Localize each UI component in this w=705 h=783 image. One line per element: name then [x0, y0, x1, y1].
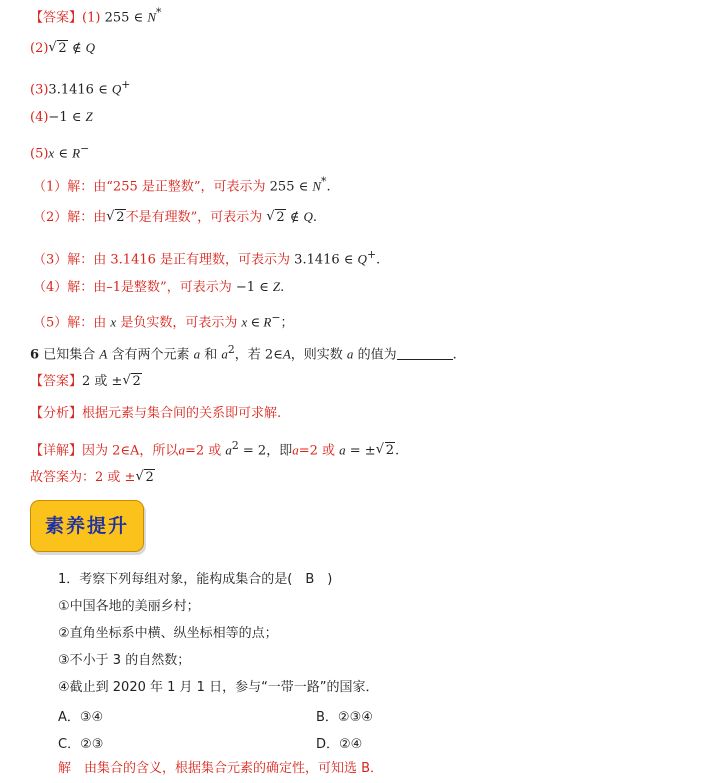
- option-b: B．②③④: [316, 710, 373, 725]
- q6-detail: 【详解】因为 2∈A，所以a=2 或 $a^2 = 2$，即a=2 或 a = ±√ 2.: [30, 437, 399, 460]
- answer-blank: [397, 347, 453, 360]
- sqrt-symbol: √ 2: [376, 442, 395, 460]
- solution-line-5: （5）解：由 x 是负实数，可表示为 x ∈ R−；: [33, 311, 294, 331]
- section-badge: [30, 500, 144, 552]
- sqrt-symbol: √ 2: [266, 209, 285, 227]
- question-1-solution: 解 由集合的含义，根据集合元素的确定性，可知选 B．: [58, 761, 384, 776]
- question-1-item: ③不小于 3 的自然数；: [58, 653, 191, 668]
- answer-tag: 【答案】: [30, 10, 83, 26]
- q6-analysis: 【分析】根据元素与集合间的关系即可求解.: [30, 406, 282, 421]
- solution-line-2: （2）解：由√ 2不是有理数”，可表示为 √ 2 ∉ Q.: [33, 208, 317, 227]
- question-1-item: ④截止到 2020 年 1 月 1 日，参与“一带一路”的国家．: [58, 680, 379, 695]
- sqrt-symbol: √ 2: [135, 469, 154, 487]
- question-1-stem: 1．考察下列每组对象，能构成集合的是( B ): [58, 572, 333, 587]
- section-badge-label: 素养提升: [44, 515, 129, 537]
- solution-line-1: （1）解：由“255 是正整数”，可表示为 255 ∈ N*.: [33, 175, 331, 195]
- option-a: A．③④: [58, 710, 104, 725]
- sqrt-symbol: √ 2: [106, 209, 125, 227]
- option-d: D．②④: [316, 737, 363, 752]
- answer-line-4: (4)−1 ∈ Z: [30, 109, 93, 125]
- q6-answer: 【答案】2 或 ±√ 2: [30, 373, 142, 391]
- sqrt-symbol: √ 2: [48, 40, 67, 58]
- question-1-item: ②直角坐标系中横、纵坐标相等的点；: [58, 626, 278, 641]
- question-1-item: ①中国各地的美丽乡村；: [58, 599, 200, 614]
- answer-line-3: (3)3.1416 ∈ Q+: [30, 78, 131, 98]
- answer-line-5: (5)x ∈ R−: [30, 142, 90, 162]
- answer-line-2: (2)√ 2 ∉ Q: [30, 39, 95, 58]
- option-c: C．②③: [58, 737, 104, 752]
- q6-final: 故答案为：2 或 ±√ 2: [30, 469, 155, 487]
- sqrt-symbol: √ 2: [122, 373, 141, 391]
- question-6: 6 已知集合 A 含有两个元素 a 和 $a^2$，若 2∈A，则实数 a 的值为 .: [30, 343, 457, 363]
- answer-line-1: 【答案】(1) 255 ∈ N*: [30, 6, 162, 26]
- solution-line-4: （4）解：由–1是整数”，可表示为 −1 ∈ Z.: [33, 279, 285, 295]
- solution-line-3: （3）解：由 3.1416 是正有理数，可表示为 3.1416 ∈ Q+.: [33, 248, 381, 268]
